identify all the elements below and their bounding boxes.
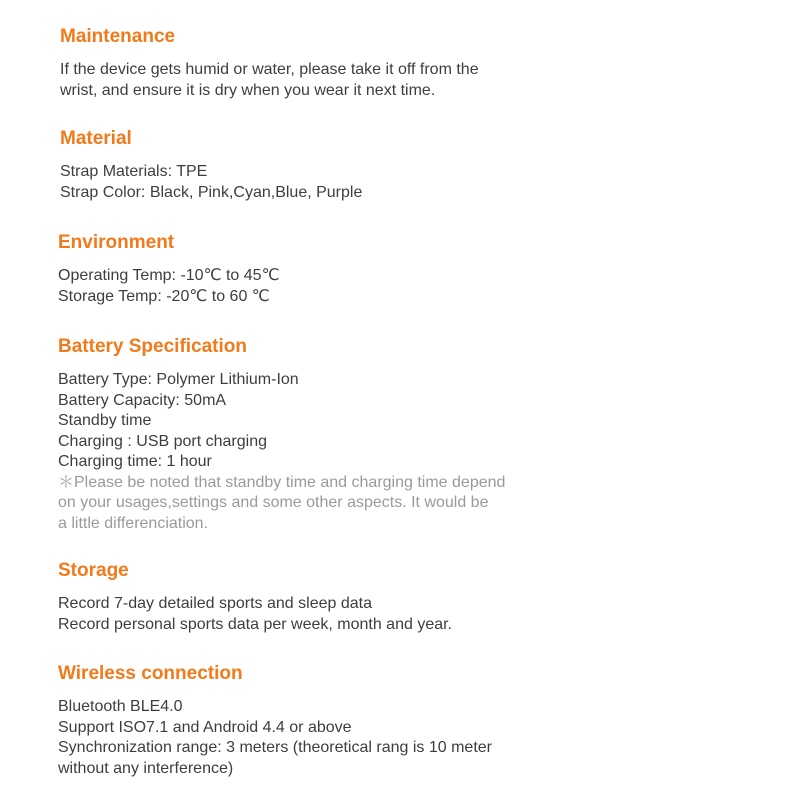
battery-note-line: a little differenciation. bbox=[58, 514, 209, 532]
material-section bbox=[60, 128, 780, 203]
environment-line: Operating Temp: -10℃ to 45℃ bbox=[58, 267, 280, 284]
battery-note-line: ＊Please be noted that standby time and charging time depend bbox=[58, 473, 506, 491]
wireless-heading: Wireless connection bbox=[58, 663, 243, 684]
wireless-line: Bluetooth BLE4.0 bbox=[58, 698, 183, 715]
maintenance-heading: Maintenance bbox=[60, 26, 176, 47]
storage-line: Record 7-day detailed sports and sleep data bbox=[58, 595, 372, 612]
battery-line: Charging : USB port charging bbox=[58, 432, 267, 450]
wireless-line: without any interference) bbox=[58, 759, 234, 777]
maintenance-line: wrist, and ensure it is dry when you wear it next time. bbox=[60, 81, 436, 99]
battery-line: Standby time bbox=[58, 412, 152, 429]
environment-line: Storage Temp: -20℃ to 60 ℃ bbox=[58, 287, 270, 305]
maintenance-section bbox=[60, 26, 780, 101]
wireless-section bbox=[58, 663, 778, 779]
wireless-line: Synchronization range: 3 meters (theoretical rang is 10 meter bbox=[58, 739, 492, 756]
environment-heading: Environment bbox=[58, 232, 175, 253]
battery-line: Charging time: 1 hour bbox=[58, 453, 212, 470]
maintenance-line: If the device gets humid or water, please take it off from the bbox=[60, 61, 479, 78]
storage-line: Record personal sports data per week, month and year. bbox=[58, 615, 452, 633]
battery-heading: Battery Specification bbox=[58, 336, 247, 357]
material-line: Strap Materials: TPE bbox=[60, 163, 208, 180]
material-line: Strap Color: Black, Pink,Cyan,Blue, Purple bbox=[60, 183, 363, 201]
environment-section bbox=[58, 232, 778, 307]
battery-line: Battery Capacity: 50mA bbox=[58, 391, 227, 409]
storage-heading: Storage bbox=[58, 560, 129, 581]
storage-section bbox=[58, 560, 778, 635]
battery-section bbox=[58, 336, 778, 534]
battery-note-line: on your usages,settings and some other aspects. It would be bbox=[58, 494, 489, 511]
wireless-line: Support ISO7.1 and Android 4.4 or above bbox=[58, 718, 352, 736]
material-heading: Material bbox=[60, 128, 132, 149]
battery-line: Battery Type: Polymer Lithium-Ion bbox=[58, 371, 299, 388]
